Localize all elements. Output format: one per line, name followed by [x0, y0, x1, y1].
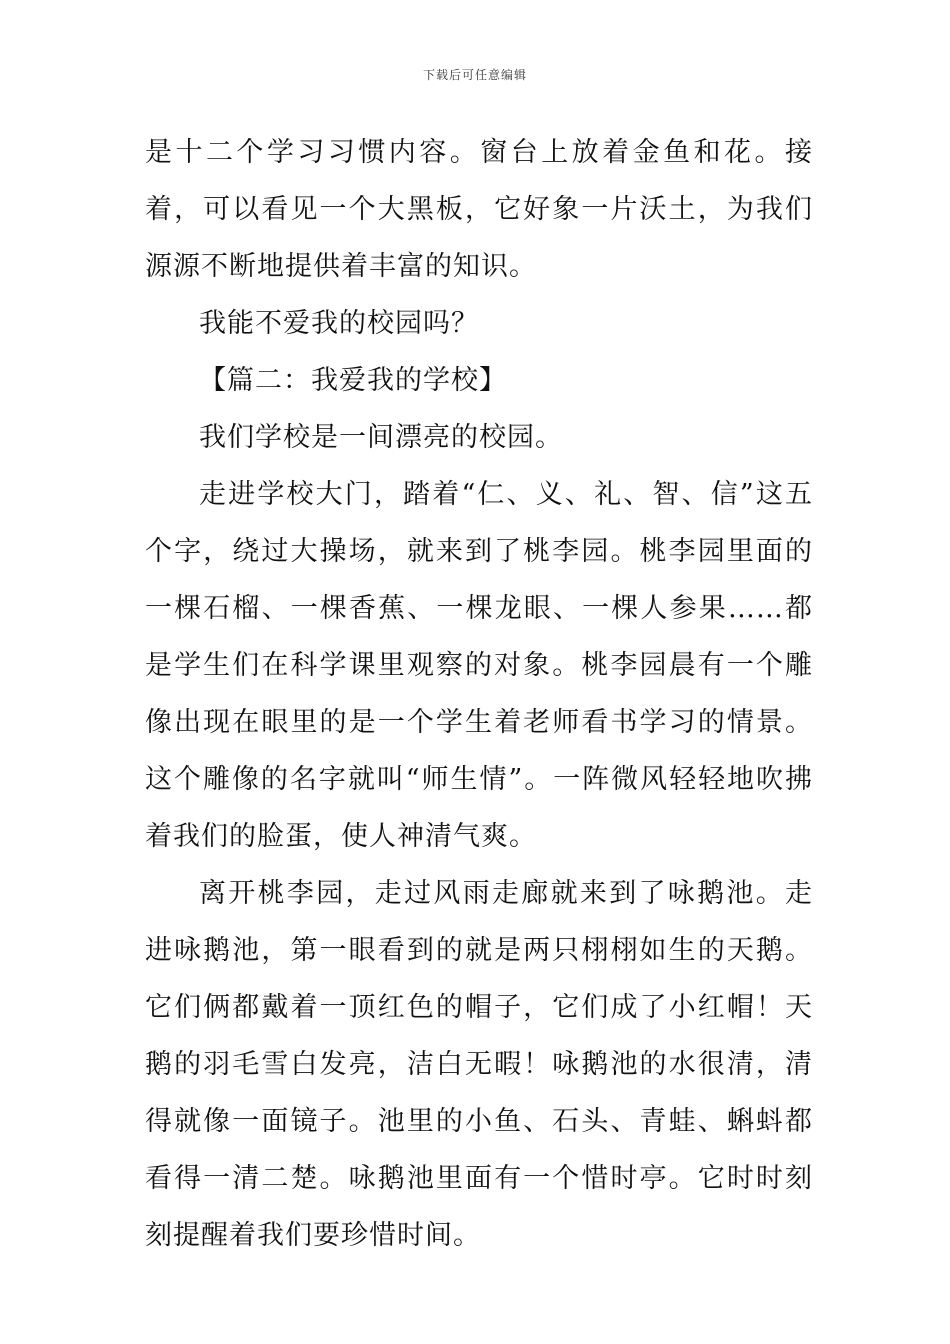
- paragraph-swan-pond: 离开桃李园，走过风雨走廊就来到了咏鹅池。走进咏鹅池，第一眼看到的就是两只栩栩如生的天鹅。它们俩都戴着一顶红色的帽子，它们成了小红帽！天鹅的羽毛雪白发亮，洁白无暇！咏鹅池的水很清，清得就像一面镜子。池里的小鱼、石头、青蛙、蝌蚪都看得一清二楚。咏鹅池里面有一个惜时亭。它时时刻刻提醒着我们要珍惜时间。: [145, 878, 813, 1251]
- paragraph-intro: 我们学校是一间漂亮的校园。: [199, 422, 563, 453]
- section-heading: 【篇二：我爱我的学校】: [199, 365, 507, 396]
- paragraph-rhetorical-question: 我能不爱我的校园吗？: [199, 308, 479, 339]
- paragraph-continuation: 是十二个学习习惯内容。窗台上放着金鱼和花。接着，可以看见一个大黑板，它好象一片沃土，为我们源源不断地提供着丰富的知识。: [145, 137, 813, 282]
- document-body: [145, 124, 813, 1264]
- paragraph-taoli-garden: 走进学校大门，踏着“仁、义、礼、智、信”这五个字，绕过大操场，就来到了桃李园。桃李园里面的一棵石榴、一棵香蕉、一棵龙眼、一棵人参果……都是学生们在科学课里观察的对象。桃李园晨有一个雕像出现在眼里的是一个学生着老师看书学习的情景。这个雕像的名字就叫“师生情”。一阵微风轻轻地吹拂着我们的脸蛋，使人神清气爽。: [145, 479, 813, 852]
- page-header: 下载后可任意编辑: [422, 68, 527, 82]
